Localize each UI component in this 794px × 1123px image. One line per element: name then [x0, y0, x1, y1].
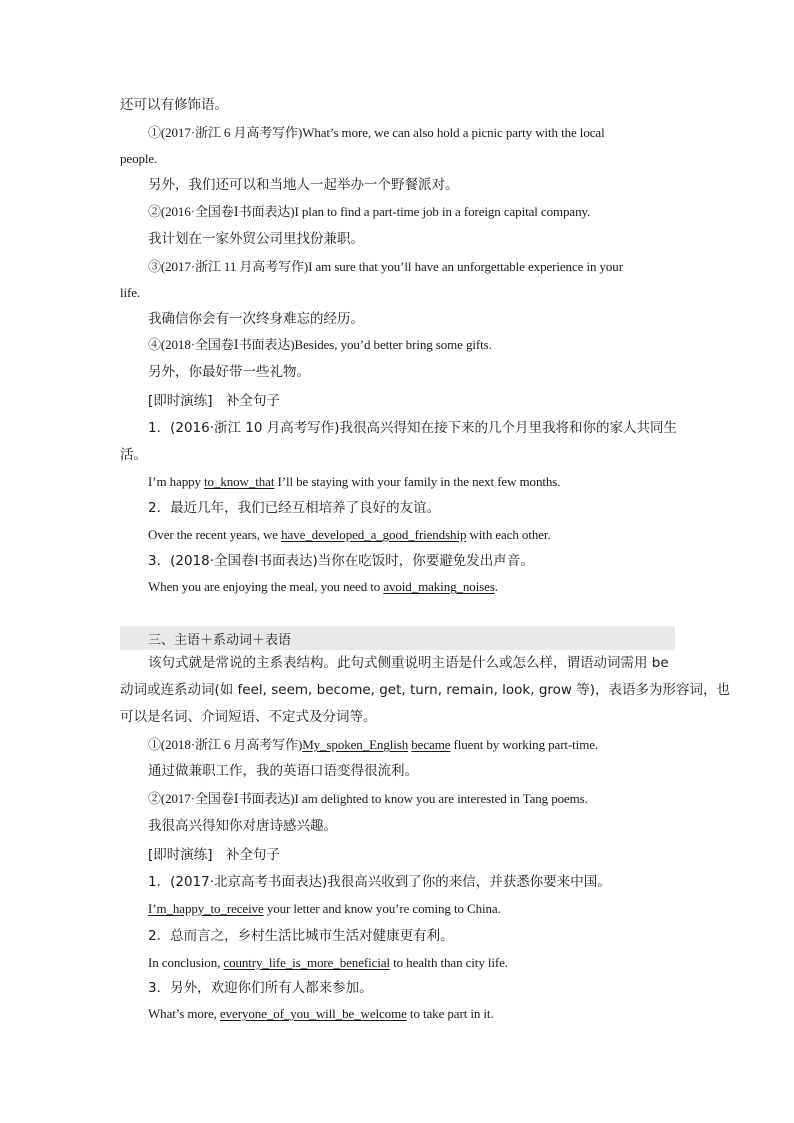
- example-sentence: ②(2017·全国卷Ⅰ书面表达)I am delighted to know you are interested in Tang poems.: [148, 791, 588, 806]
- exercise-prompt: 2．最近几年，我们已经互相培养了良好的友谊。: [148, 500, 441, 516]
- exercise-answer: [148, 954, 508, 972]
- text-line: 还可以有修饰语。: [120, 97, 228, 113]
- exercise-prompt: 3．(2018·全国卷Ⅰ书面表达)当你在吃饭时，你要避免发出声音。: [148, 553, 534, 569]
- answer-blank: avoid_making_noises: [383, 579, 495, 594]
- exercise-answer: [148, 526, 551, 544]
- answer-post: with each other.: [466, 527, 551, 542]
- answer-pre: What’s more,: [148, 1006, 220, 1021]
- example-sentence: ③(2017·浙江 11 月高考写作)I am sure that you’ll have an unforgettable experience in your: [148, 259, 623, 274]
- answer-post: to health than city life.: [389, 955, 508, 970]
- answer-pre: ①(2018·浙江 6 月高考写作): [148, 737, 303, 752]
- answer-blank: everyone_of_you_will_be_welcome: [219, 1006, 407, 1021]
- translation-line: 另外，你最好带一些礼物。: [148, 364, 310, 380]
- answer-blank: to_know_that: [204, 474, 275, 489]
- example-sentence: ④(2018·全国卷Ⅰ书面表达)Besides, you’d better bring some gifts.: [148, 337, 492, 352]
- translation-line: 我确信你会有一次终身难忘的经历。: [148, 311, 364, 327]
- answer-post: your letter and know you’re coming to China.: [263, 901, 501, 916]
- translation-line: 通过做兼职工作，我的英语口语变得很流利。: [148, 763, 418, 779]
- answer-blank: have_developed_a_good_friendship: [281, 527, 467, 542]
- text-line: 可以是名词、介词短语、不定式及分词等。: [120, 709, 377, 725]
- section-heading: 三、主语＋系动词＋表语: [148, 633, 292, 648]
- answer-post: .: [494, 579, 498, 594]
- exercise-answer: [148, 1005, 494, 1023]
- section-heading-bar: [120, 626, 675, 650]
- underlined-verb: became: [411, 737, 451, 752]
- answer-pre: I’m happy: [148, 474, 205, 489]
- answer-post: I’ll be staying with your family in the next few months.: [274, 474, 561, 489]
- example-sentence: [148, 736, 598, 754]
- exercise-answer: [148, 578, 498, 596]
- answer-post: to take part in it.: [406, 1006, 494, 1021]
- exercise-prompt: 3．另外，欢迎你们所有人都来参加。: [148, 980, 373, 996]
- answer-pre: Over the recent years, we: [148, 527, 282, 542]
- answer-post: fluent by working part-time.: [450, 737, 599, 752]
- translation-line: 另外，我们还可以和当地人一起举办一个野餐派对。: [148, 177, 459, 193]
- practice-heading: [即时演练] 补全句子: [148, 393, 281, 409]
- translation-line: 我很高兴得知你对唐诗感兴趣。: [148, 818, 337, 834]
- text-line: 动词或连系动词(如 feel, seem, become, get, turn, remain, look, grow 等)，表语多为形容词，也: [120, 682, 731, 698]
- exercise-prompt: 1．(2017·北京高考书面表达)我很高兴收到了你的来信，并获悉你要来中国。: [148, 874, 611, 890]
- exercise-prompt: 2．总而言之，乡村生活比城市生活对健康更有利。: [148, 928, 454, 944]
- underlined-subject: My_spoken_English: [302, 737, 409, 752]
- answer-blank: country_life_is_more_beneficial: [223, 955, 390, 970]
- text-line: 该句式就是常说的主系表结构。此句式侧重说明主语是什么或怎么样，谓语动词需用 be: [148, 655, 669, 671]
- translation-line: 我计划在一家外贸公司里找份兼职。: [148, 231, 364, 247]
- example-sentence: ①(2017·浙江 6 月高考写作)What’s more, we can also hold a picnic party with the local: [148, 125, 605, 140]
- practice-heading: [即时演练] 补全句子: [148, 847, 281, 863]
- exercise-prompt: 1．(2016·浙江 10 月高考写作)我很高兴得知在接下来的几个月里我将和你的家人共同生: [148, 420, 678, 436]
- exercise-answer: [148, 900, 501, 918]
- answer-pre: In conclusion,: [148, 955, 224, 970]
- text-line: 活。: [120, 447, 147, 463]
- example-sentence: ②(2016·全国卷Ⅰ书面表达)I plan to find a part-time job in a foreign capital company.: [148, 204, 591, 219]
- answer-pre: When you are enjoying the meal, you need to: [148, 579, 384, 594]
- answer-blank: I’m_happy_to_receive: [148, 901, 264, 916]
- exercise-answer: [148, 473, 560, 491]
- text-line: life.: [120, 285, 141, 300]
- text-line: people.: [120, 151, 158, 166]
